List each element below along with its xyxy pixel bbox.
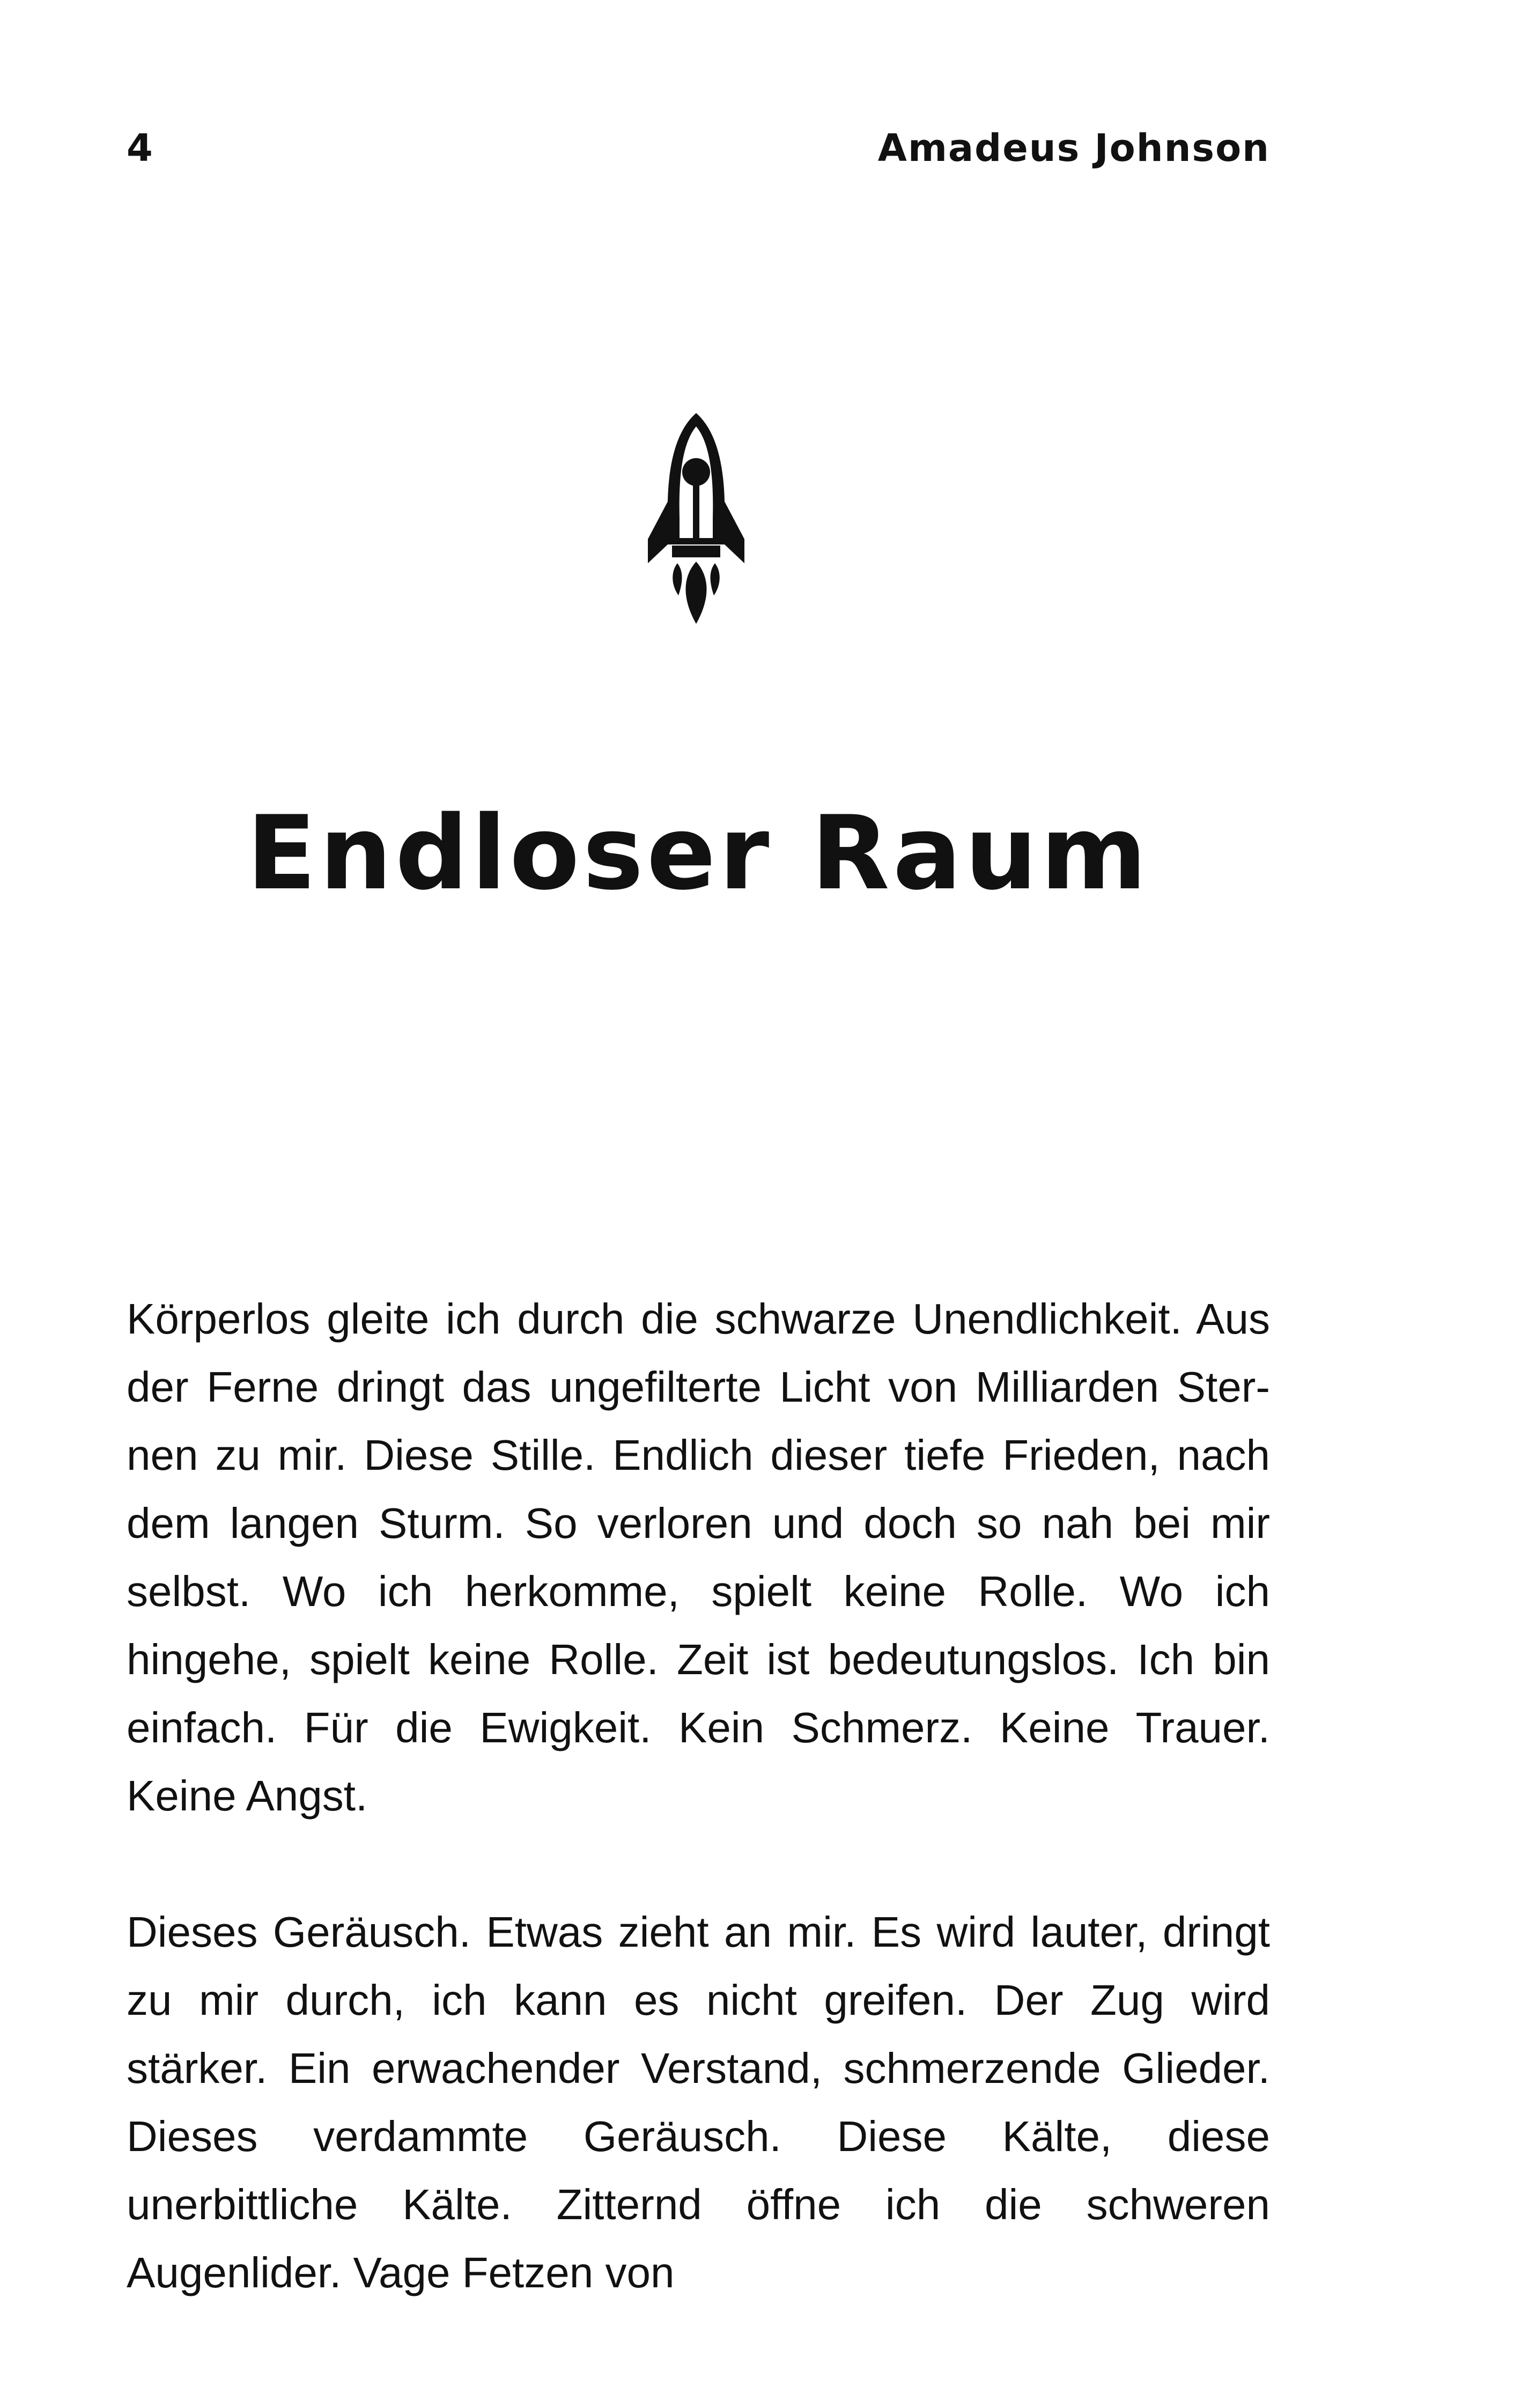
chapter-title: Endloser Raum <box>246 794 1150 913</box>
running-head <box>127 126 1270 185</box>
paragraph: Körperlos gleite ich durch die schwarze Unendlichkeit. Aus der Ferne dringt das ungefilterte Licht von Milliarden Sternen zu mir. Diese Stille. Endlich dieser tiefe Frieden, nach dem langen Sturm. So verloren und doch so nah bei mir selbst. Wo ich herkomme, spielt keine Rolle. Wo ich hingehe, spielt keine Rolle. Zeit ist bedeutungslos. Ich bin einfach. Für die Ewigkeit. Kein Schmerz. Keine Trauer. Keine Angst. <box>127 1295 1270 1820</box>
page-number: 4 <box>127 126 154 170</box>
paragraph: Dieses Geräusch. Etwas zieht an mir. Es wird lauter, dringt zu mir durch, ich kann es nicht greifen. Der Zug wird stärker. Ein erwachender Verstand, schmerzende Glieder. Dieses verdammte Geräusch. Diese Kälte, diese unerbittliche Kälte. Zitternd öffne ich die schweren Augenlider. Vage Fetzen von <box>127 1908 1270 2296</box>
body-text <box>127 1285 1270 2307</box>
running-head-author: Amadeus Johnson <box>877 126 1270 170</box>
rocket-icon <box>645 410 747 625</box>
